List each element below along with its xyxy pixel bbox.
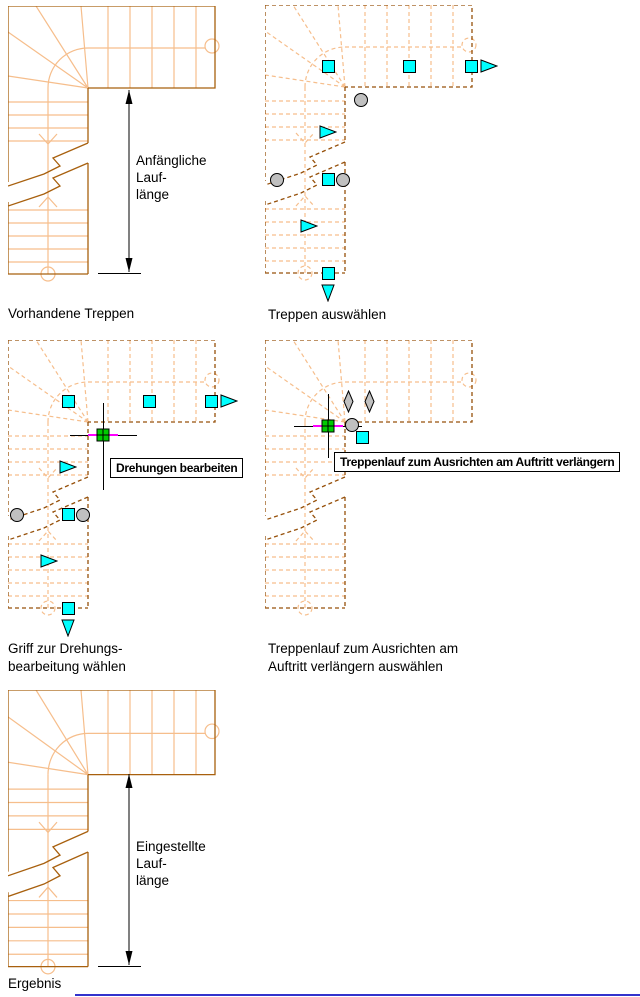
dimension-label (136, 152, 207, 203)
figure-caption (8, 640, 126, 676)
stair-plan-drawing-selected (265, 340, 477, 620)
turn-grip-circle[interactable] (336, 173, 350, 187)
dimension-label-line: Eingestellte (136, 839, 206, 854)
dimension-label (136, 838, 206, 889)
grip-tooltip: Treppenlauf zum Ausrichten am Auftritt verlängern (334, 452, 620, 472)
figure-edit-turns-grip (8, 340, 258, 680)
figure-caption-line: Treppenlauf zum Ausrichten am (268, 641, 459, 656)
turn-grip-circle[interactable] (345, 418, 359, 432)
active-lengthen-grip-green[interactable] (313, 419, 343, 433)
figure-caption-line: bearbeitung wählen (8, 659, 126, 674)
flight-direction-arrow-grip[interactable] (300, 219, 318, 233)
edge-grip-square[interactable] (62, 395, 75, 408)
dimension-label-line: länge (136, 187, 170, 202)
active-turn-grip-green[interactable] (88, 428, 118, 442)
dimension-label-line: länge (136, 873, 170, 888)
dimension-label-line: Lauf- (136, 170, 167, 185)
edge-grip-square[interactable] (465, 60, 478, 73)
figure-select-stairs (265, 5, 515, 340)
page-bottom-rule (75, 994, 640, 996)
figure-caption-line: Auftritt verlängern auswählen (268, 659, 443, 674)
grip-tooltip: Drehungen bearbeiten (110, 458, 243, 478)
figure-lengthen-flight (265, 340, 635, 680)
figure-result (8, 690, 238, 995)
edge-grip-square[interactable] (322, 267, 335, 280)
flight-direction-arrow-grip[interactable] (61, 619, 75, 637)
edge-grip-square[interactable] (322, 60, 335, 73)
flight-direction-arrow-grip[interactable] (480, 59, 498, 73)
flight-direction-arrow-grip[interactable] (319, 125, 337, 139)
edge-grip-square[interactable] (62, 508, 75, 521)
figure-existing-stairs (8, 6, 238, 331)
flight-direction-arrow-grip[interactable] (220, 394, 238, 408)
stair-plan-drawing (8, 6, 220, 286)
edge-grip-square[interactable] (62, 602, 75, 615)
turn-grip-circle[interactable] (354, 93, 368, 107)
turn-grip-circle[interactable] (10, 508, 24, 522)
figure-caption-line: Griff zur Drehungs- (8, 641, 123, 656)
turn-grip-circle[interactable] (270, 173, 284, 187)
turn-grip-circle[interactable] (76, 508, 90, 522)
flight-direction-arrow-grip[interactable] (321, 284, 335, 302)
flight-direction-arrow-grip[interactable] (40, 554, 58, 568)
crosshair-cursor (103, 403, 104, 490)
flight-direction-arrow-grip[interactable] (59, 460, 77, 474)
edge-grip-square[interactable] (205, 395, 218, 408)
dimension-label-line: Anfängliche (136, 153, 207, 168)
figure-caption (268, 640, 458, 676)
edge-grip-square[interactable] (143, 395, 156, 408)
figure-caption: Ergebnis (8, 976, 62, 991)
figure-caption: Treppen auswählen (268, 307, 387, 322)
edge-grip-square[interactable] (356, 431, 369, 444)
stair-plan-drawing (8, 690, 220, 979)
dimension-label-line: Lauf- (136, 856, 167, 871)
edge-grip-square[interactable] (322, 173, 335, 186)
stair-plan-drawing-selected (8, 340, 220, 620)
stair-plan-drawing-selected (265, 5, 477, 285)
edge-grip-square[interactable] (403, 60, 416, 73)
figure-caption: Vorhandene Treppen (8, 306, 135, 321)
lengthen-grip-diamond[interactable] (343, 390, 354, 413)
lengthen-grip-diamond[interactable] (364, 390, 375, 413)
